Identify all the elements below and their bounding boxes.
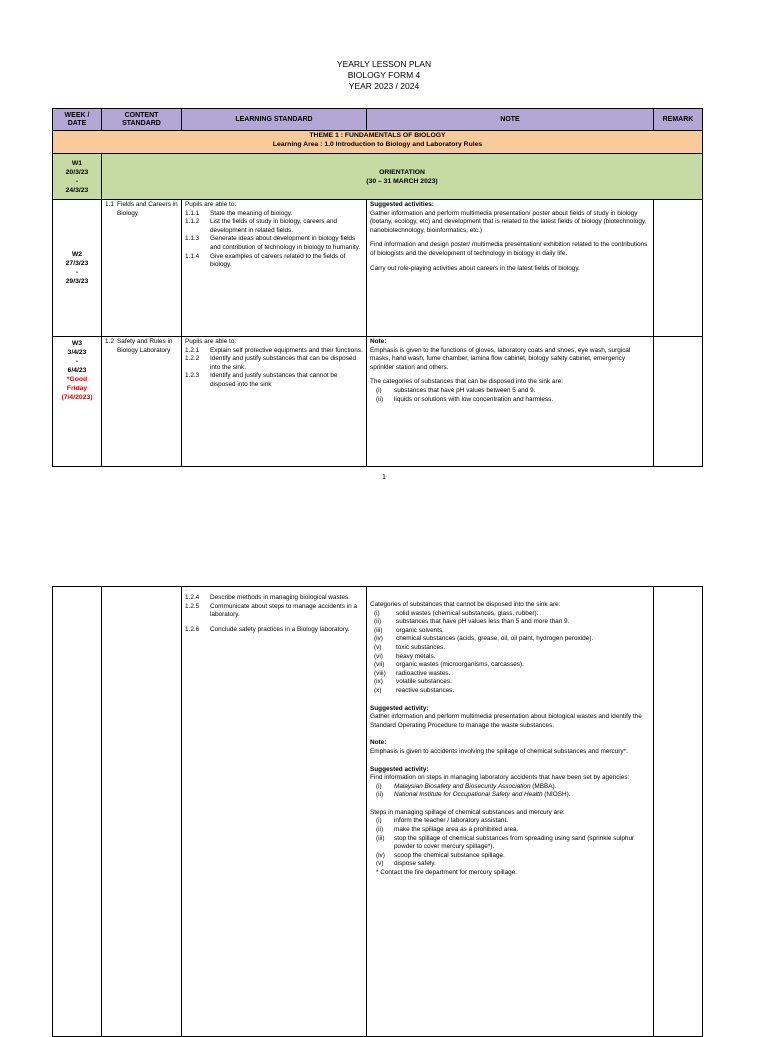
theme-row xyxy=(53,131,703,154)
ls-item: 1.1.3 Generate ideas about development in biology fields and contribution of technology in biology to humanity. xyxy=(185,235,361,251)
list-item: (i) solid wastes (chemical substances, glass, rubber). xyxy=(374,609,539,617)
w2-week-cell xyxy=(53,200,102,337)
list-item: (ix) volatile substances. xyxy=(374,678,452,686)
w2-note xyxy=(367,200,654,337)
dot-mark: · xyxy=(185,587,188,594)
w3-note xyxy=(367,337,654,467)
agency-item: (i) Malaysian Biosafety and Biosecurity Association (MBBA). xyxy=(376,782,557,790)
ls-item: 1.2.2 Identify and justify substances that can be disposed into the sink. xyxy=(185,355,357,371)
w1-week: W1 xyxy=(71,159,83,167)
w3-dash: - xyxy=(75,358,79,365)
list-item: (x) reactive substances. xyxy=(374,686,455,694)
w3-end-date: 6/4/23 xyxy=(67,367,87,374)
cs-text: Fields and Careers in Biology xyxy=(117,201,178,217)
p2-note xyxy=(367,587,654,1037)
activity-text: Find information on steps in managing laboratory accidents that have been set by agencies: xyxy=(370,774,630,782)
list-item: (ii) liquids or solutions with low concentration and harmless. xyxy=(376,395,554,403)
table-header-row xyxy=(53,109,703,131)
header-content-standard: CONTENT STANDARD xyxy=(102,109,182,131)
cs-number: 1.2 xyxy=(105,338,114,345)
note-paragraph: Find information and design poster/ multimedia presentation/ exhibition related to the contributions of biologists and the development of technology in biology in daily life. xyxy=(370,241,648,257)
note-paragraph: Gather information and perform multimedia presentation/ poster about fields of study in biology (botany, ecology, etc) and development that is related to the latest fields of biology (biotechnology, nanobiotechnology, bioinformatics, etc.) xyxy=(370,209,647,234)
lesson-plan-table xyxy=(52,108,703,467)
ls-intro: Pupils are able to: xyxy=(185,201,237,208)
ls-item: 1.2.3 Identify and justify substances that cannot be disposed into the sink xyxy=(185,372,338,388)
step-item: (iv) scoop the chemical substance spillage. xyxy=(376,851,505,859)
list-item: (i) substances that have pH values between 5 and 9. xyxy=(376,386,536,394)
document-title xyxy=(0,59,768,92)
ls-item: 1.2.1 Explain self protective equipments and their functions. xyxy=(185,346,363,354)
ls-item: 1.1.1 State the meaning of biology. xyxy=(185,209,293,217)
list-item: (iv) chemical substances (acids, grease, oil, oil paint, hydrogen peroxide). xyxy=(374,635,594,643)
categories-intro: Categories of substances that cannot be disposed into the sink are: xyxy=(370,601,561,608)
header-remark: REMARK xyxy=(654,109,703,131)
list-item: (vii) organic wastes (microorganisms, carcasses). xyxy=(374,661,524,669)
note-paragraph: Carry out role-playing activities about careers in the latest fields of biology. xyxy=(370,264,580,272)
w3-content-standard xyxy=(102,337,182,467)
w3-learning-standard xyxy=(182,337,367,467)
note-heading: Suggested activities: xyxy=(370,201,434,208)
steps-intro: Steps in managing spillage of chemical substances and mercury are: xyxy=(370,808,565,816)
step-item: (v) dispose safely. xyxy=(376,860,436,868)
w2-end-date: 29/3/23 xyxy=(65,278,89,285)
header-week: WEEK / DATE xyxy=(53,109,102,131)
page-number: 1 xyxy=(382,474,386,481)
ls-item: 1.2.6 Conclude safety practices in a Biology laboratory. xyxy=(185,625,350,633)
w3-week-cell xyxy=(53,337,102,467)
p2-learning-standard xyxy=(182,587,367,1037)
cs-number: 1.1 xyxy=(105,201,114,208)
w1-start-date: 20/3/23 xyxy=(65,168,89,176)
note-heading: Note: xyxy=(370,739,387,747)
note-paragraph: Emphasis is given to the functions of gloves, laboratory coats and shoes, eye wash, surgical masks, hand wash, fume chamber, lamina flow cabinet, biology safety cabinet, emergency sprinkler station and others. xyxy=(370,346,631,371)
step-item: (ii) make the spillage area as a prohibited area. xyxy=(376,826,519,834)
holiday-date: (7/4/2023) xyxy=(61,394,93,401)
w2-start-date: 27/3/23 xyxy=(65,260,89,267)
w2-remark xyxy=(654,200,703,337)
theme-title: THEME 1 : FUNDAMENTALS OF BIOLOGY xyxy=(309,132,446,139)
orientation-date: (30 – 31 MARCH 2023) xyxy=(366,177,438,185)
title-line-2: BIOLOGY FORM 4 xyxy=(347,70,421,80)
note-paragraph: The categories of substances that can be disposed into the sink are: xyxy=(370,378,563,386)
p2-content-standard xyxy=(102,587,182,1037)
w1-week-cell xyxy=(53,154,102,200)
w3-row xyxy=(53,337,703,467)
ls-intro: Pupils are able to: xyxy=(185,338,237,345)
continued-row xyxy=(53,587,703,1037)
cs-text: Safety and Rules in Biology Laboratory xyxy=(117,338,173,354)
lesson-plan-table-continued xyxy=(52,586,703,1037)
list-item: (v) toxic substances. xyxy=(374,643,446,651)
ls-item: 1.1.2 List the fields of study in biology, careers and development in related fields. xyxy=(185,218,338,234)
learning-area: Learning Area : 1.0 Introduction to Biology and Laboratory Rules xyxy=(272,140,483,148)
activity-heading: Suggested activity: xyxy=(370,765,429,773)
ls-item: 1.2.4 Describe methods in managing biological wastes. xyxy=(185,594,350,601)
w1-row xyxy=(53,154,703,200)
w3-week: W3 xyxy=(71,340,83,347)
list-item: (viii) radioactive wastes. xyxy=(374,669,451,677)
w2-learning-standard xyxy=(182,200,367,337)
ls-item: 1.2.5 Communicate about steps to manage accidents in a laboratory. xyxy=(185,602,358,619)
footnote: * Contact the fire department for mercury spillage. xyxy=(376,869,518,877)
p2-week-cell xyxy=(53,587,102,1037)
w2-week: W2 xyxy=(71,251,83,258)
list-item: (iii) organic solvents. xyxy=(374,626,444,634)
activity-heading: Suggested activity: xyxy=(370,704,429,712)
w2-dash: - xyxy=(75,269,79,276)
w1-end-date: 24/3/23 xyxy=(65,186,89,194)
list-item: (ii) substances that have pH values less than 5 and more than 9. xyxy=(374,618,570,626)
header-note: NOTE xyxy=(367,109,654,131)
w2-content-standard xyxy=(102,200,182,337)
theme-cell xyxy=(53,131,703,154)
w2-row xyxy=(53,200,703,337)
w3-remark xyxy=(654,337,703,467)
note-text: Emphasis is given to accidents involving the spillage of chemical substances and mercury*. xyxy=(370,747,628,755)
step-item: (iii) stop the spillage of chemical substances from spreading using sand (sprinkle sulphur powder to cover mercury spillage*). xyxy=(376,834,635,851)
holiday-label: *Good Friday xyxy=(66,376,88,392)
header-learning-standard: LEARNING STANDARD xyxy=(182,109,367,131)
agency-item: (ii) National Institute for Occupational Safety and Health (NIOSH). xyxy=(376,791,571,799)
ls-item: 1.1.4 Give examples of careers related to the fields of biology. xyxy=(185,252,346,269)
note-heading: Note: xyxy=(370,338,387,345)
orientation-cell xyxy=(102,154,703,200)
list-item: (vi) heavy metals. xyxy=(374,652,436,660)
step-item: (i) inform the teacher / laboratory assistant. xyxy=(376,817,509,825)
activity-text: Gather information and perform multimedia presentation about biological wastes and identify the Standard Operating Procedure to manage the waste substances. xyxy=(370,713,642,729)
title-line-1: YEARLY LESSON PLAN xyxy=(336,59,432,69)
orientation-label: ORIENTATION xyxy=(379,168,425,176)
title-line-3: YEAR 2023 / 2024 xyxy=(348,81,420,91)
p2-remark xyxy=(654,587,703,1037)
w1-dash: - xyxy=(75,177,79,185)
w3-start-date: 3/4/23 xyxy=(67,349,87,356)
